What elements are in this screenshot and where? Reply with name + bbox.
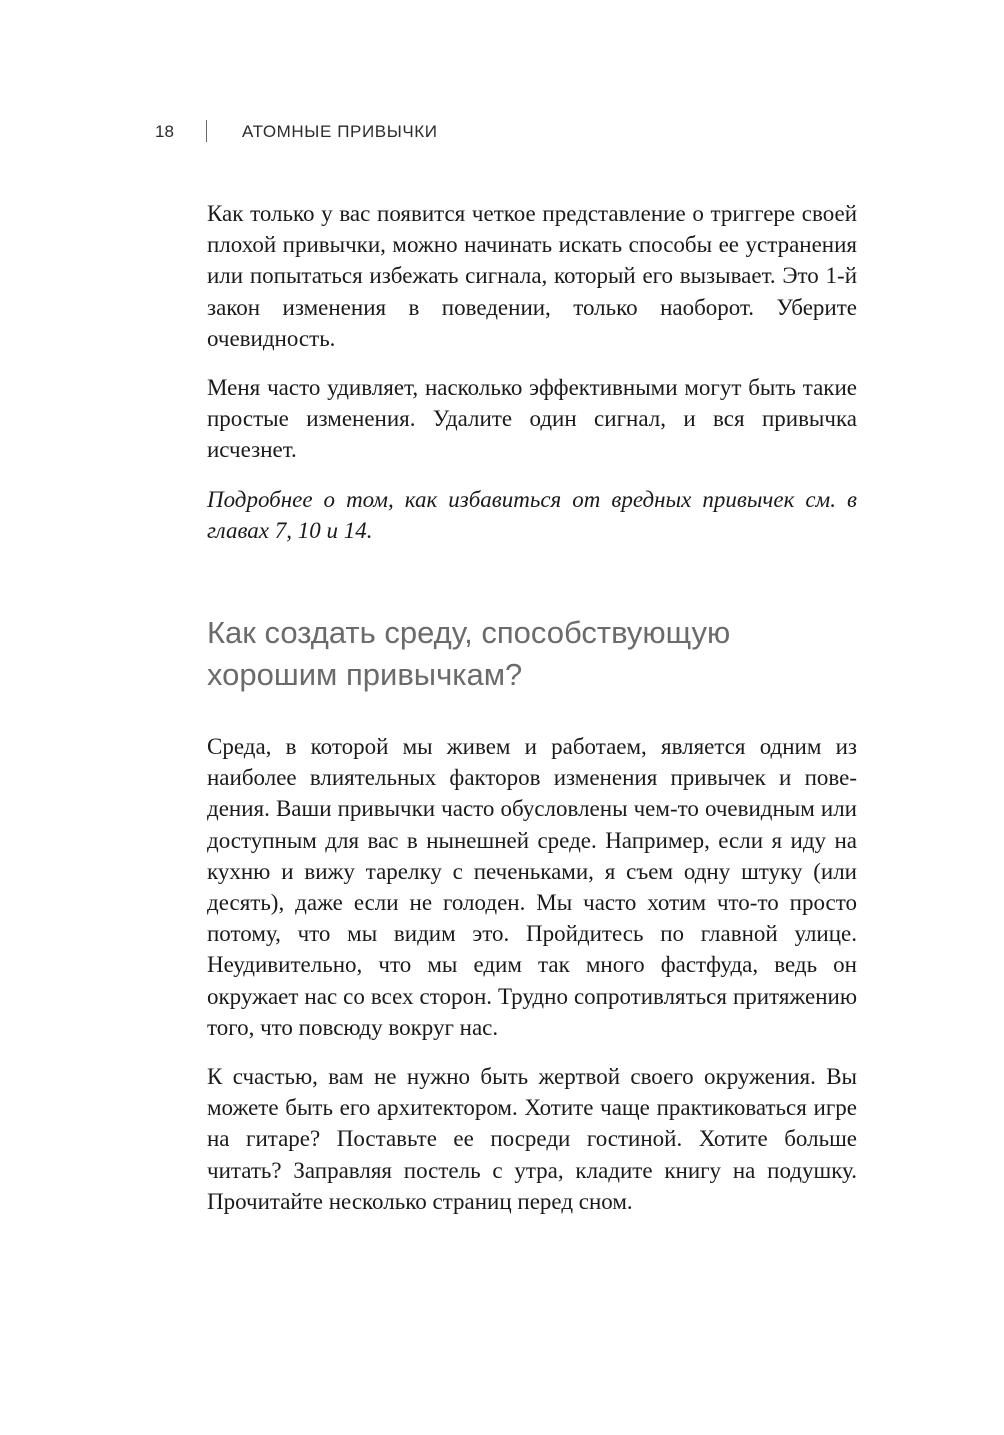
italic-note: Подробнее о том, как избавиться от вредных привычек см. в главах 7, 10 и 14.	[207, 486, 857, 543]
paragraph-3: Среда, в которой мы живем и работаем, является одним из наиболее влиятельных факторов изменения привычек и поведения. Ваши привычки часто обусловлены чем-то очевидным или доступным для вас в нынешней среде. Например, если я иду на кухню и вижу тарелку с печеньками, я съем одну штуку (или десять), даже если не голоден. Мы часто хотим что-то просто потому, что мы видим это. Пройдитесь по главной улице. Неудивительно, что мы едим так много фастфуда, ведь он окружает нас со всех сторон. Трудно сопротивляться притяжению того, что повсюду вокруг нас.	[207, 734, 857, 1040]
page-number: 18	[155, 122, 174, 141]
header-divider	[206, 120, 207, 142]
running-title: АТОМНЫЕ ПРИВЫЧКИ	[242, 122, 438, 141]
page-body	[207, 198, 857, 1235]
section-heading: Как создать среду, способствующую хорошим привычкам?	[207, 615, 731, 693]
paragraph-2: Меня часто удивляет, насколько эффективными могут быть такие простые изменения. Удалите один сигнал, и вся привычка исчезнет.	[207, 375, 857, 463]
paragraph-1: Как только у вас появится четкое представление о триггере своей плохой привычки, можно начинать искать способы ее устранения или попытаться избежать сигнала, который его вызывает. Это 1-й закон изменения в поведении, только наоборот. Уберите очевидность.	[207, 201, 857, 351]
paragraph-4: К счастью, вам не нужно быть жертвой своего окружения. Вы можете быть его архитектором. Хотите чаще практиковаться игре на гитаре? Поставьте ее посреди гостиной. Хотите больше читать? Заправляя постель с утра, кладите книгу на подушку. Прочитайте несколько страниц перед сном.	[207, 1064, 857, 1214]
